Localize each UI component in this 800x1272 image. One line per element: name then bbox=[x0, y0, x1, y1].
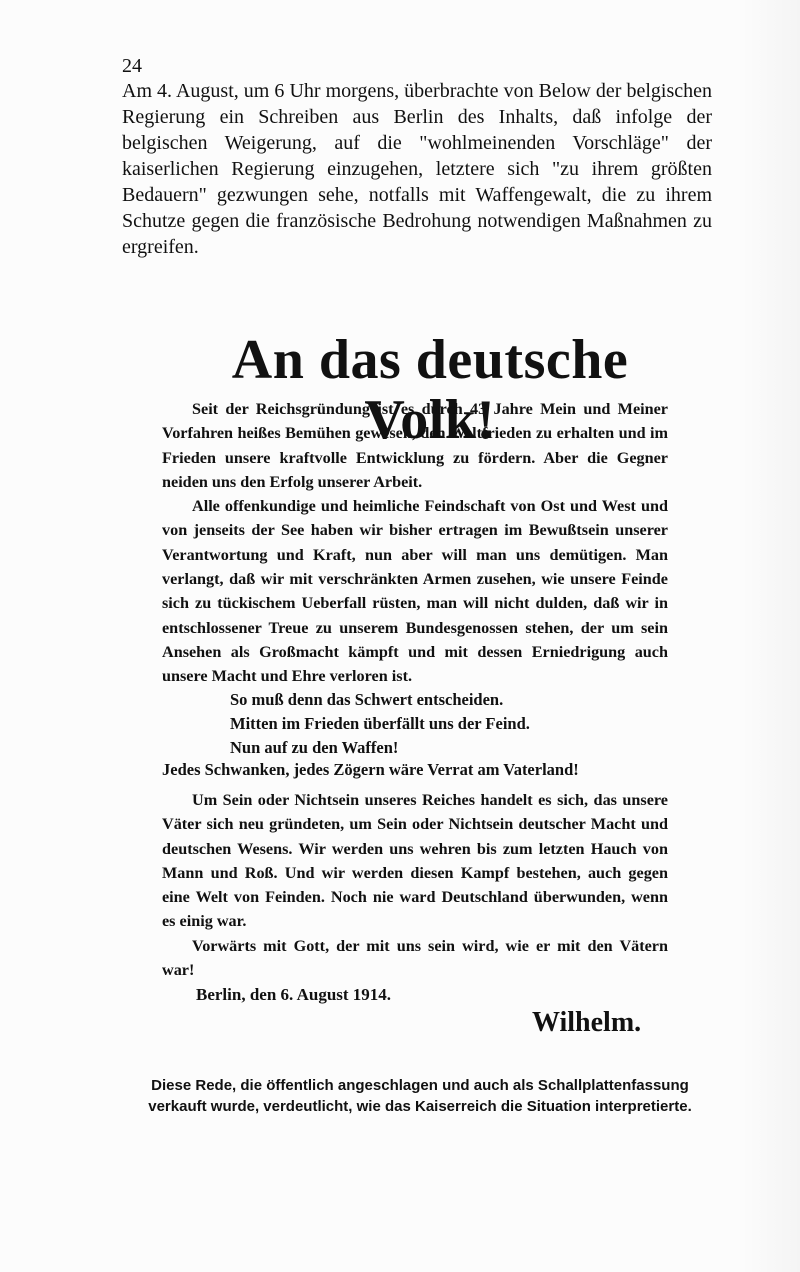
poster-title: An das deutsche Volk! bbox=[231, 329, 629, 451]
poster-paragraph-2: Alle offenkundige und heimliche Feindschaft von Ost und West und von jenseits der See haben wir bisher ertragen im Bewußtsein unserer Verantwortung und Kraft, nun aber will man uns demütigen. Man verlangt, daß wir mit verschränkten Armen zusehen, wie unsere Feinde sich zu tückischem Ueberfall rüsten, man will nicht dulden, daß wir in entschlossener Treue zu unserem Bundesgenossen stehen, der um sein Ansehen als Großmacht kämpft und mit dessen Erniedrigung auch unsere Macht und Ehre verloren ist. bbox=[162, 497, 668, 686]
poster-warning: Jedes Schwanken, jedes Zögern wäre Verrat am Vaterland! bbox=[162, 760, 579, 779]
poster-body-2 bbox=[162, 788, 668, 982]
page-edge-shadow bbox=[740, 0, 800, 1272]
poster-paragraph-1: Seit der Reichsgründung ist es durch 43 Jahre Mein und Meiner Vorfahren heißes Bemühen gewesen, den Weltfrieden zu erhalten und im Frieden unsere kraftvolle Entwicklung zu fördern. Aber die Gegner neiden uns den Erfolg unserer Arbeit. bbox=[162, 400, 668, 491]
figure-caption: Diese Rede, die öffentlich angeschlagen und auch als Schallplattenfassung verkauft wurde, verdeutlicht, wie das Kaiserreich die Situation interpretierte. bbox=[148, 1077, 692, 1115]
intro-text: Am 4. August, um 6 Uhr morgens, überbrachte von Below der belgischen Regierung ein Schreiben aus Berlin des Inhalts, daß infolge der belgischen Weigerung, auf die "wohlmeinenden Vorschläge" der kaiserlichen Regierung einzugehen, letztere sich "zu ihrem größten Bedauern" gezwungen sehe, notfalls mit Waffengewalt, die zu ihrem Schutze gegen die französische Bedrohung notwendigen Maßnahmen zu ergreifen. bbox=[122, 80, 712, 258]
verse-line: Nun auf zu den Waffen! bbox=[230, 738, 399, 757]
poster-body bbox=[162, 397, 668, 689]
verse-line: So muß denn das Schwert entscheiden. bbox=[230, 690, 504, 709]
poster-verse bbox=[230, 688, 690, 760]
poster-paragraph-4: Vorwärts mit Gott, der mit uns sein wird, wie er mit den Vätern war! bbox=[162, 936, 668, 980]
poster-dateline: Berlin, den 6. August 1914. bbox=[196, 985, 392, 1004]
poster-paragraph-3: Um Sein oder Nichtsein unseres Reiches handelt es sich, das unsere Väter sich neu gründeten, um Sein oder Nichtsein deutscher Macht und deutschen Wesens. Wir werden uns wehren bis zum letzten Hauch von Mann und Roß. Und wir werden diesen Kampf bestehen, auch gegen eine Welt von Feinden. Noch nie ward Deutschland überwunden, wenn es einig war. bbox=[162, 791, 668, 931]
page-number: 24 bbox=[122, 55, 142, 77]
poster-signature: Wilhelm. bbox=[532, 1007, 642, 1038]
verse-line: Mitten im Frieden überfällt uns der Feind. bbox=[230, 714, 530, 733]
intro-paragraph bbox=[122, 78, 712, 260]
